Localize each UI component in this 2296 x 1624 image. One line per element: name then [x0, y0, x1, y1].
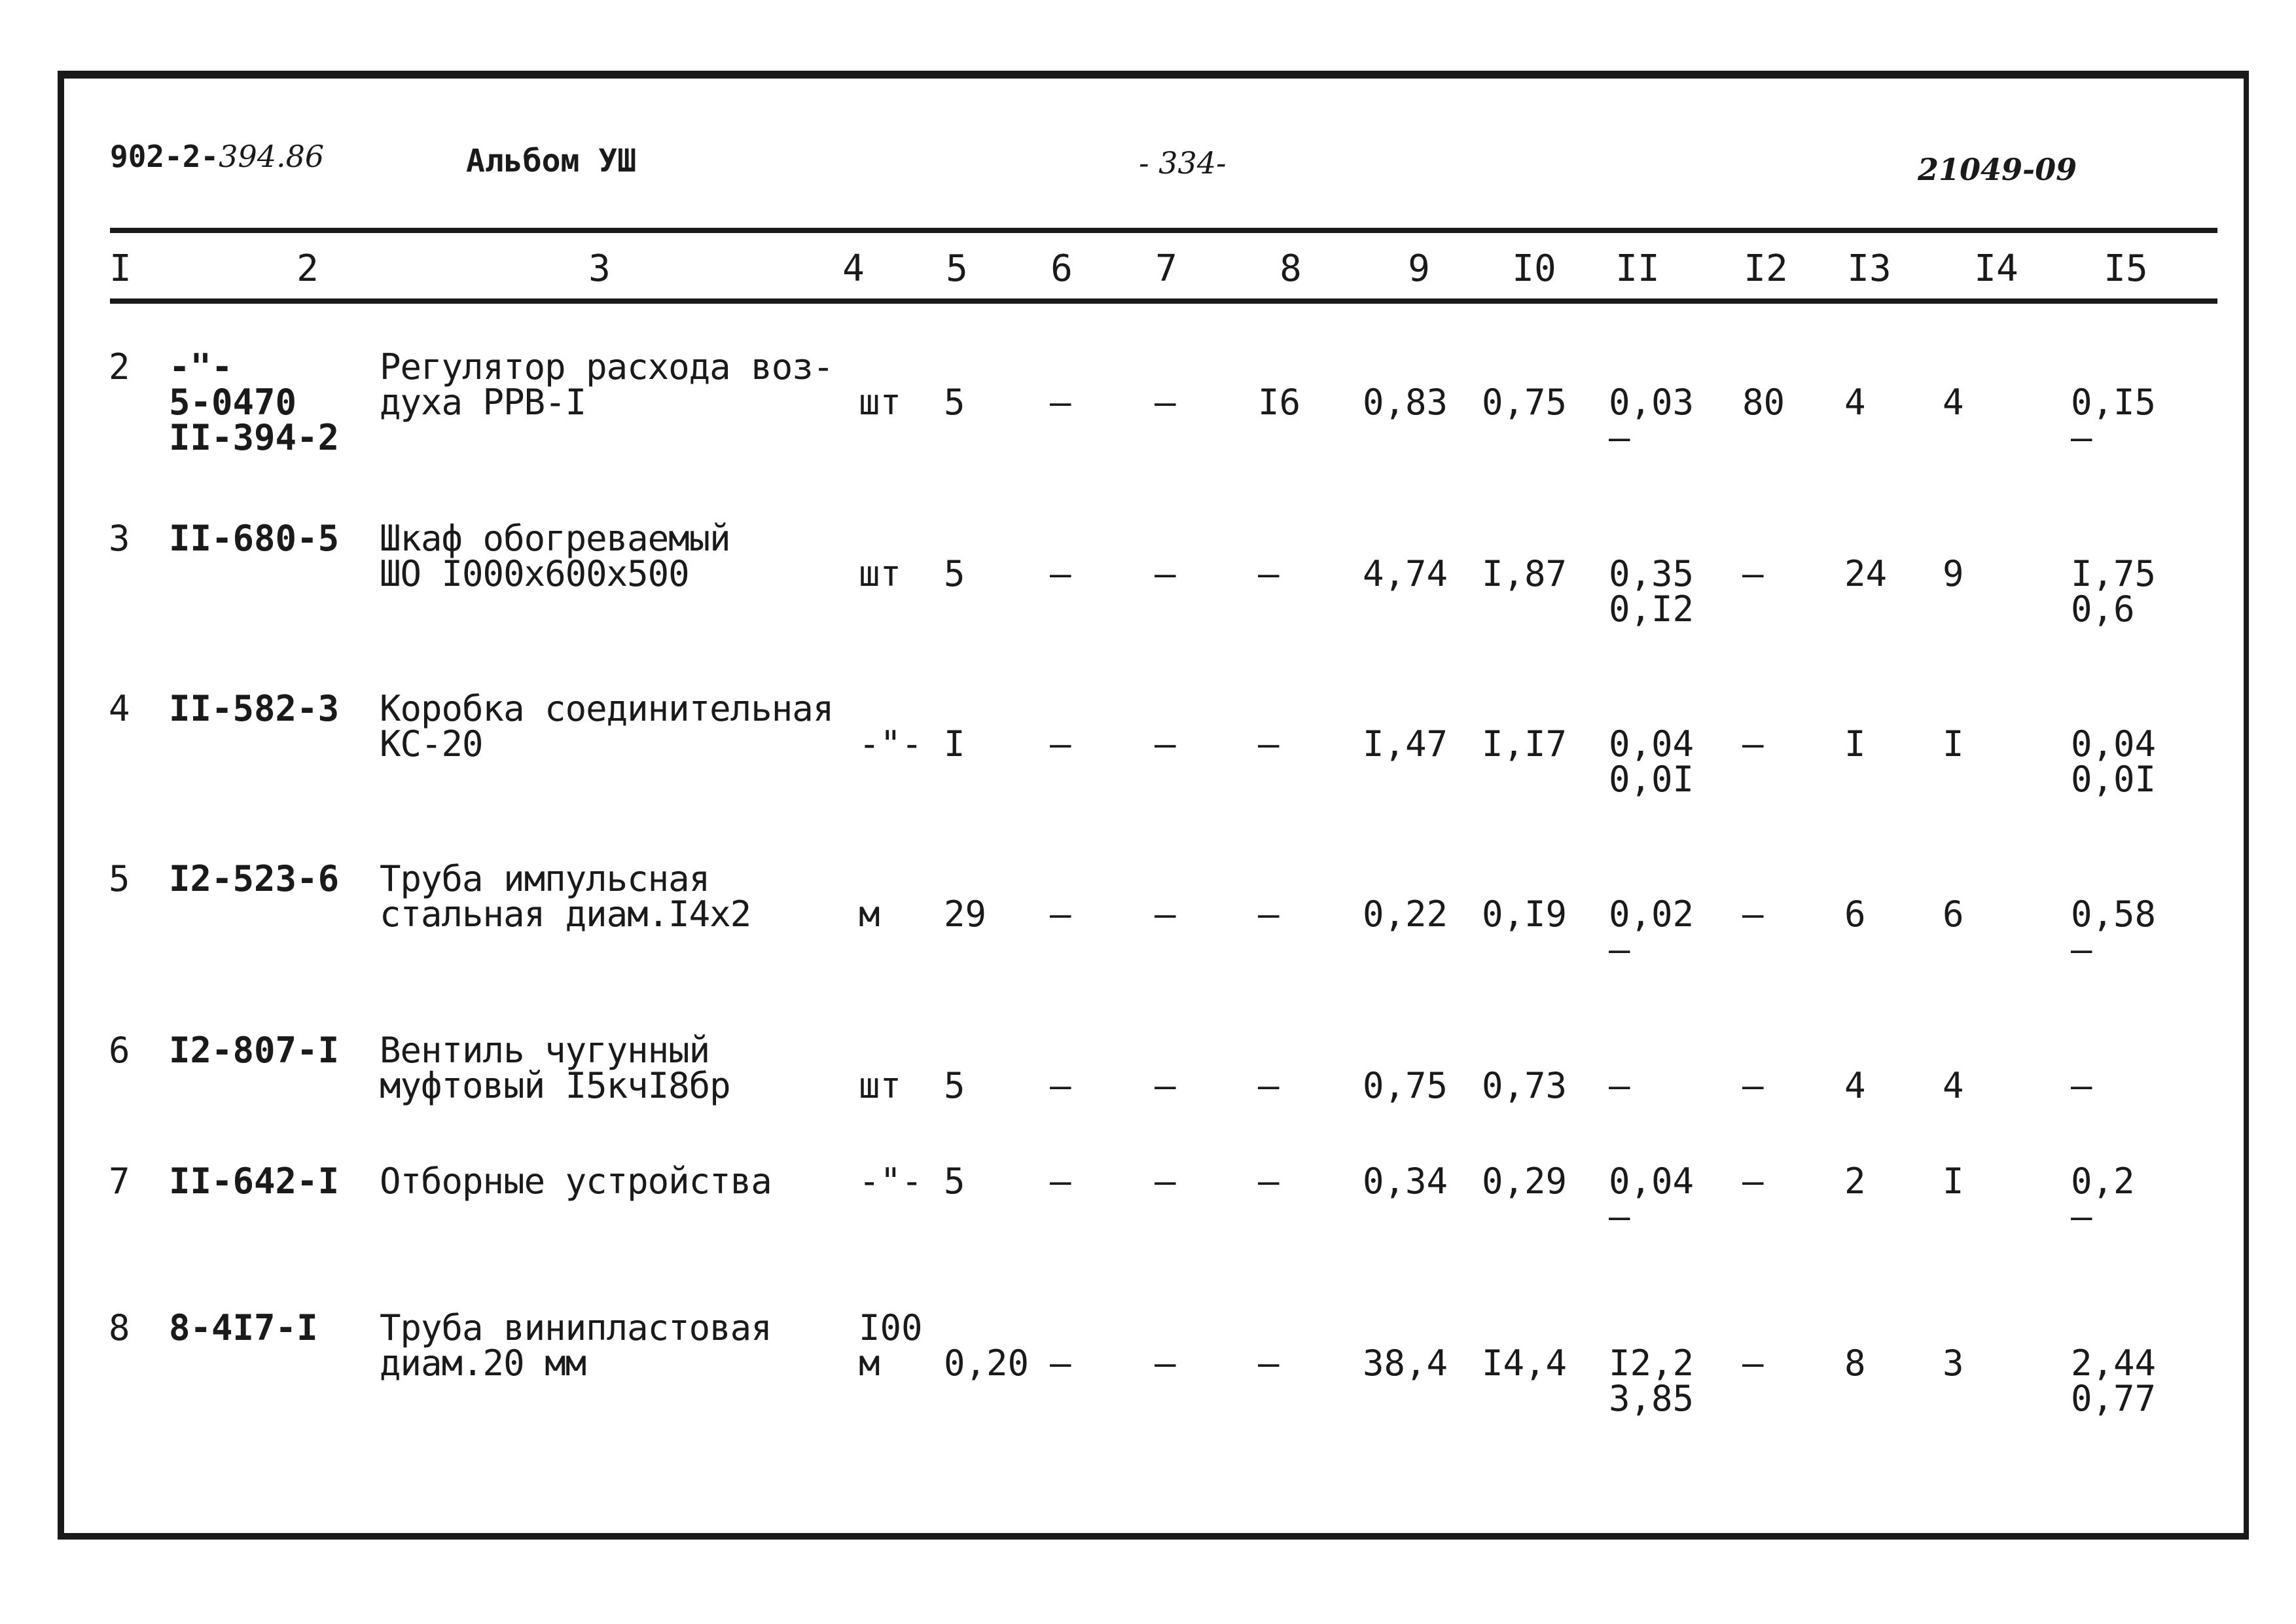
cell-c13: 8	[1844, 1343, 1866, 1384]
column-number-3: 3	[588, 247, 611, 290]
doc-number-handwritten: 394.86	[219, 139, 325, 174]
cell-c10: I,87	[1482, 553, 1568, 594]
cell-c10: I,I7	[1482, 723, 1568, 765]
cell-qty: 5	[944, 1065, 965, 1106]
cell-desc: Отборные устройства	[380, 1161, 772, 1202]
cell-c11: –	[1609, 1065, 1630, 1106]
cell-c15: 2,44 0,77	[2071, 1343, 2157, 1419]
column-number-13: I3	[1847, 247, 1892, 290]
cell-c15: 0,I5 –	[2071, 382, 2157, 458]
cell-c9: 0,22	[1363, 893, 1448, 935]
header-rule-bottom	[110, 298, 2217, 304]
cell-c7: –	[1155, 1343, 1176, 1384]
cell-desc: Коробка соединительная КС-20	[380, 688, 834, 765]
cell-code: -"- 5-0470 II-394-2	[169, 346, 340, 458]
cell-c6: –	[1050, 1065, 1071, 1106]
doc-number	[110, 139, 324, 174]
cell-c8: –	[1258, 893, 1280, 935]
cell-c7: –	[1155, 1161, 1176, 1202]
cell-c14: I	[1943, 723, 1964, 765]
column-number-4: 4	[842, 247, 865, 290]
cell-code: II-582-3	[169, 688, 340, 729]
cell-qty: 5	[944, 553, 965, 594]
cell-c10: 0,29	[1482, 1161, 1568, 1202]
cell-unit: -"-	[859, 723, 923, 765]
cell-unit: шт	[859, 1065, 902, 1106]
cell-qty: 29	[944, 893, 987, 935]
cell-desc: Труба винипластовая диам.20 мм	[380, 1307, 772, 1384]
cell-code: I2-807-I	[169, 1030, 340, 1071]
album-title: Альбом УШ	[466, 143, 637, 179]
cell-unit: шт	[859, 553, 902, 594]
cell-c7: –	[1155, 893, 1176, 935]
cell-c6: –	[1050, 1343, 1071, 1384]
cell-c7: –	[1155, 1065, 1176, 1106]
cell-c13: 4	[1844, 1065, 1866, 1106]
cell-c14: 4	[1943, 382, 1964, 423]
cell-c12: –	[1742, 1161, 1764, 1202]
doc-prefix: 902-2-	[110, 139, 219, 174]
cell-c14: 6	[1943, 893, 1964, 935]
cell-c8: –	[1258, 723, 1280, 765]
cell-c10: 0,75	[1482, 382, 1568, 423]
cell-c12: –	[1742, 893, 1764, 935]
cell-c12: –	[1742, 1343, 1764, 1384]
cell-n: 3	[109, 518, 130, 559]
cell-c12: 80	[1742, 382, 1785, 423]
cell-c11: 0,03 –	[1609, 382, 1695, 458]
cell-unit: шт	[859, 382, 902, 423]
cell-c9: 0,34	[1363, 1161, 1448, 1202]
cell-c6: –	[1050, 553, 1071, 594]
cell-desc: Шкаф обогреваемый ШО I000х600х500	[380, 518, 730, 594]
page-number: - 334-	[1139, 145, 1227, 181]
cell-c9: I,47	[1363, 723, 1448, 765]
cell-c12: –	[1742, 553, 1764, 594]
column-number-7: 7	[1155, 247, 1177, 290]
cell-desc: Вентиль чугунный муфтовый I5кчI8бр	[380, 1030, 730, 1106]
header-rule-top	[110, 228, 2217, 233]
cell-c8: I6	[1258, 382, 1301, 423]
column-number-2: 2	[296, 247, 319, 290]
cell-c11: 0,35 0,I2	[1609, 553, 1695, 630]
cell-desc: Труба импульсная стальная диам.I4х2	[380, 858, 751, 935]
cell-c10: I4,4	[1482, 1343, 1568, 1384]
cell-c14: 4	[1943, 1065, 1964, 1106]
column-number-12: I2	[1744, 247, 1788, 290]
cell-code: 8-4I7-I	[169, 1307, 318, 1348]
column-number-1: I	[109, 247, 132, 290]
cell-c12: –	[1742, 1065, 1764, 1106]
cell-c10: 0,I9	[1482, 893, 1568, 935]
column-number-11: II	[1615, 247, 1660, 290]
column-number-15: I5	[2104, 247, 2148, 290]
cell-c6: –	[1050, 1161, 1071, 1202]
cell-c8: –	[1258, 1065, 1280, 1106]
cell-c9: 0,83	[1363, 382, 1448, 423]
cell-c14: 3	[1943, 1343, 1964, 1384]
cell-qty: I	[944, 723, 965, 765]
cell-c8: –	[1258, 1343, 1280, 1384]
cell-c13: I	[1844, 723, 1866, 765]
column-number-6: 6	[1050, 247, 1073, 290]
cell-unit: -"-	[859, 1161, 923, 1202]
cell-n: 6	[109, 1030, 130, 1071]
cell-c7: –	[1155, 382, 1176, 423]
cell-c6: –	[1050, 382, 1071, 423]
cell-c13: 24	[1844, 553, 1888, 594]
cell-c9: 4,74	[1363, 553, 1448, 594]
cell-code: II-642-I	[169, 1161, 340, 1202]
cell-c6: –	[1050, 723, 1071, 765]
cell-c10: 0,73	[1482, 1065, 1568, 1106]
cell-n: 7	[109, 1161, 130, 1202]
cell-c7: –	[1155, 553, 1176, 594]
cell-unit: м	[859, 893, 880, 935]
column-number-8: 8	[1280, 247, 1302, 290]
column-number-5: 5	[946, 247, 968, 290]
cell-c15: 0,58 –	[2071, 893, 2157, 970]
column-number-10: I0	[1512, 247, 1556, 290]
cell-code: II-680-5	[169, 518, 340, 559]
cell-c13: 6	[1844, 893, 1866, 935]
cell-c9: 38,4	[1363, 1343, 1448, 1384]
column-number-9: 9	[1408, 247, 1430, 290]
cell-c11: 0,04 –	[1609, 1161, 1695, 1237]
cell-c15: I,75 0,6	[2071, 553, 2157, 630]
cell-c11: I2,2 3,85	[1609, 1343, 1695, 1419]
cell-c11: 0,02 –	[1609, 893, 1695, 970]
cell-c6: –	[1050, 893, 1071, 935]
cell-c13: 2	[1844, 1161, 1866, 1202]
column-number-14: I4	[1974, 247, 2018, 290]
cell-c13: 4	[1844, 382, 1866, 423]
cell-c7: –	[1155, 723, 1176, 765]
cell-c9: 0,75	[1363, 1065, 1448, 1106]
cell-c14: I	[1943, 1161, 1964, 1202]
cell-c15: –	[2071, 1065, 2092, 1106]
cell-c14: 9	[1943, 553, 1964, 594]
cell-n: 4	[109, 688, 130, 729]
cell-n: 2	[109, 346, 130, 388]
cell-c8: –	[1258, 1161, 1280, 1202]
cell-qty: 5	[944, 382, 965, 423]
cell-qty: 5	[944, 1161, 965, 1202]
cell-n: 8	[109, 1307, 130, 1348]
cell-unit: I00 м	[859, 1307, 923, 1384]
cell-c12: –	[1742, 723, 1764, 765]
doc-code: 21049-09	[1918, 152, 2077, 187]
cell-code: I2-523-6	[169, 858, 340, 899]
cell-c8: –	[1258, 553, 1280, 594]
cell-c11: 0,04 0,0I	[1609, 723, 1695, 800]
cell-c15: 0,04 0,0I	[2071, 723, 2157, 800]
cell-n: 5	[109, 858, 130, 899]
cell-c15: 0,2 –	[2071, 1161, 2135, 1237]
cell-desc: Регулятор расхода воз- духа РРВ-I	[380, 346, 834, 423]
cell-qty: 0,20	[944, 1343, 1030, 1384]
